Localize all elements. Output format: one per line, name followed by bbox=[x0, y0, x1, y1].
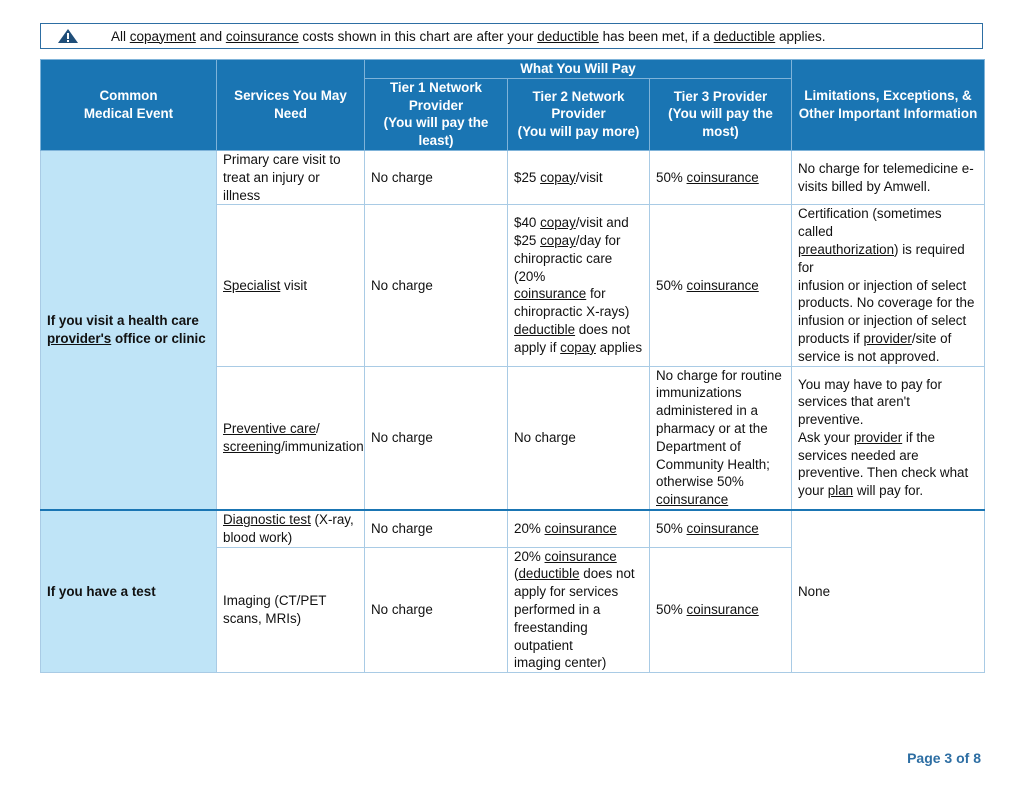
tier3-cell: No charge for routine immunizations administered in a pharmacy or at the Department of Community Health; otherwise 50% coinsurance bbox=[650, 366, 792, 510]
header-tier1: Tier 1 Network Provider (You will pay the least) bbox=[365, 78, 508, 150]
event-office-visit: If you visit a health care provider's office or clinic bbox=[41, 150, 217, 510]
table-row bbox=[41, 510, 985, 547]
service-cell: Preventive care/ screening/immunization bbox=[217, 366, 365, 510]
warning-triangle-icon bbox=[57, 28, 79, 44]
header-common-medical-event: Common Medical Event bbox=[41, 60, 217, 151]
service-cell: Primary care visit to treat an injury or illness bbox=[217, 150, 365, 204]
notice-text: All copayment and coinsurance costs shown in this chart are after your deductible has been met, if a deductible applies. bbox=[111, 28, 826, 44]
header-services: Services You May Need bbox=[217, 60, 365, 151]
header-what-you-will-pay: What You Will Pay bbox=[365, 60, 792, 79]
tier1-cell: No charge bbox=[365, 150, 508, 204]
page-number: Page 3 of 8 bbox=[907, 750, 981, 766]
table-row bbox=[41, 150, 985, 204]
header-tier2: Tier 2 Network Provider (You will pay more) bbox=[508, 78, 650, 150]
service-cell: Diagnostic test (X-ray, blood work) bbox=[217, 510, 365, 547]
tier3-cell: 50% coinsurance bbox=[650, 205, 792, 366]
limitations-cell: None bbox=[792, 510, 985, 673]
limitations-cell: No charge for telemedicine e- visits billed by Amwell. bbox=[792, 150, 985, 204]
tier1-cell: No charge bbox=[365, 510, 508, 547]
service-cell: Specialist visit bbox=[217, 205, 365, 366]
tier3-cell: 50% coinsurance bbox=[650, 150, 792, 204]
limitations-cell: You may have to pay for services that aren't preventive. Ask your provider if the services needed are preventive. Then check what your plan will pay for. bbox=[792, 366, 985, 510]
tier2-cell: $40 copay/visit and $25 copay/day for chiropractic care (20% coinsurance for chiropractic X-rays) deductible does not apply if copay applies bbox=[508, 205, 650, 366]
tier2-cell: $25 copay/visit bbox=[508, 150, 650, 204]
tier2-cell: 20% coinsurance bbox=[508, 510, 650, 547]
event-have-a-test: If you have a test bbox=[41, 510, 217, 673]
limitations-cell: Certification (sometimes called preauthorization) is required for infusion or injection of select products. No coverage for the infusion or injection of select products if provider/site of service is not approved. bbox=[792, 205, 985, 366]
deductible-notice bbox=[40, 23, 983, 49]
tier2-cell: 20% coinsurance (deductible does not apply for services performed in a freestanding outpatient imaging center) bbox=[508, 547, 650, 673]
tier3-cell: 50% coinsurance bbox=[650, 510, 792, 547]
service-cell: Imaging (CT/PET scans, MRIs) bbox=[217, 547, 365, 673]
tier1-cell: No charge bbox=[365, 547, 508, 673]
benefits-table bbox=[40, 59, 985, 673]
header-limitations: Limitations, Exceptions, & Other Important Information bbox=[792, 60, 985, 151]
tier3-cell: 50% coinsurance bbox=[650, 547, 792, 673]
tier1-cell: No charge bbox=[365, 366, 508, 510]
tier2-cell: No charge bbox=[508, 366, 650, 510]
tier1-cell: No charge bbox=[365, 205, 508, 366]
header-tier3: Tier 3 Provider (You will pay the most) bbox=[650, 78, 792, 150]
